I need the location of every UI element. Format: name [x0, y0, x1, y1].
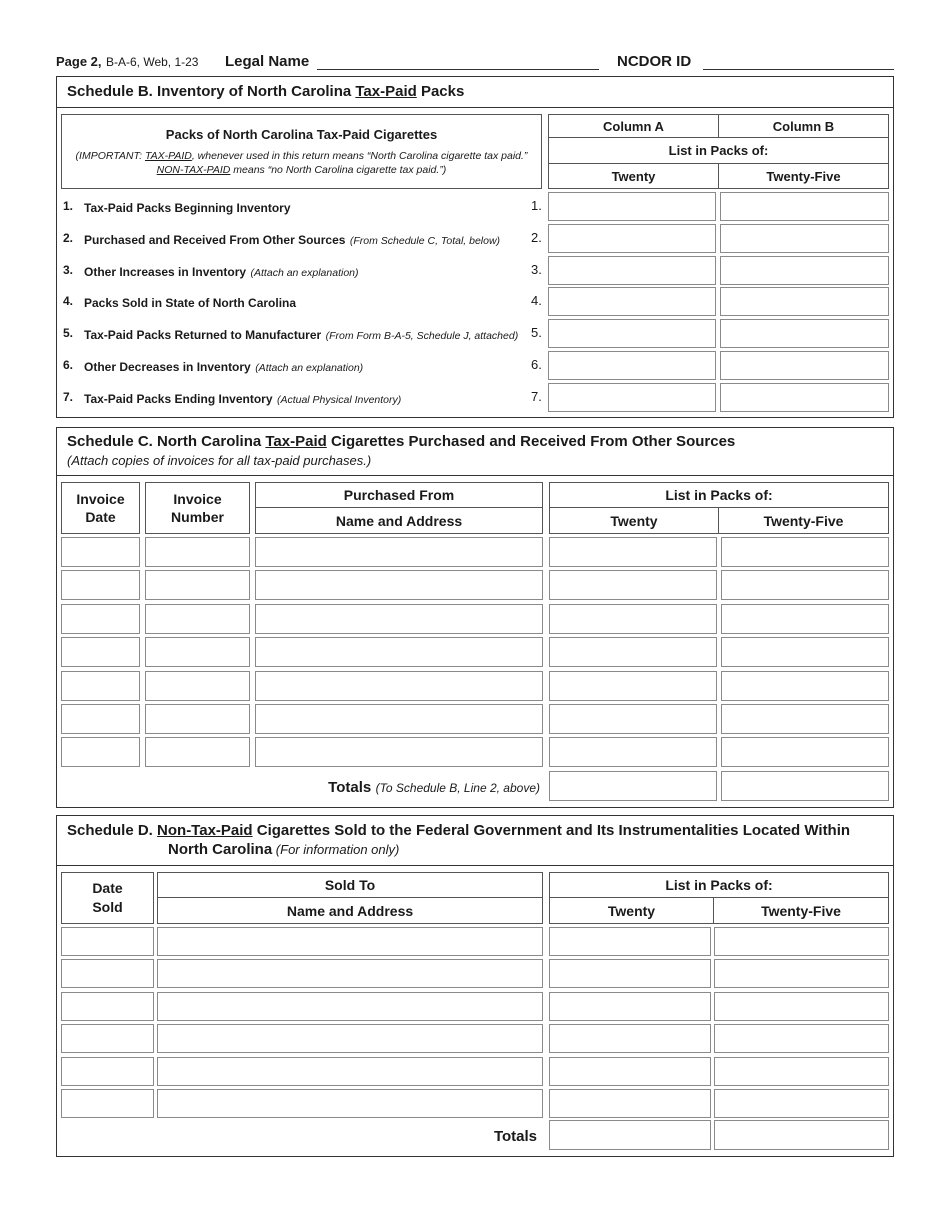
twenty-five-packs-field[interactable] [721, 704, 889, 734]
column-a-twenty-field[interactable] [548, 383, 716, 412]
sold-to-field[interactable] [157, 1057, 543, 1086]
line-ref-number: 5. [531, 325, 542, 340]
schedule-d-total-twenty-field[interactable] [549, 1120, 711, 1150]
invoice-date-field[interactable] [61, 737, 140, 767]
twenty-five-label: Twenty-Five [761, 902, 841, 919]
twenty-five-packs-field[interactable] [721, 537, 889, 567]
date-sold-field[interactable] [61, 1089, 154, 1118]
schedule-d-divider [56, 865, 894, 866]
schedule-c-title: Schedule C. North Carolina Tax-Paid Cigarettes Purchased and Received From Other Sources [67, 433, 736, 450]
twenty-packs-field[interactable] [549, 570, 717, 600]
schedule-d-title: Schedule D. Non-Tax-Paid Cigarettes Sold to the Federal Government and Its Instrumentalities Located Within [67, 822, 851, 839]
invoice-number-field[interactable] [145, 671, 250, 701]
line-label: Packs Sold in State of North Carolina [84, 296, 297, 310]
column-a-label: Column A [549, 115, 719, 138]
twenty-five-label: Twenty-Five [766, 168, 841, 184]
list-in-packs-label: List in Packs of: [550, 483, 888, 508]
legal-name-label: Legal Name [225, 53, 310, 70]
purchased-from-field[interactable] [255, 637, 543, 667]
page-header [56, 52, 896, 74]
schedule-b-divider [56, 107, 894, 108]
schedule-b-title: Schedule B. Inventory of North Carolina Tax-Paid Packs [67, 83, 465, 100]
line-number: 7. [63, 390, 74, 404]
line-number: 4. [63, 294, 74, 308]
column-b-twenty-five-field[interactable] [720, 383, 889, 412]
invoice-number-field[interactable] [145, 604, 250, 634]
form-code: B-A-6, Web, 1-23 [106, 55, 199, 69]
invoice-date-field[interactable] [61, 570, 140, 600]
line-number: 6. [63, 358, 74, 372]
invoice-date-header: Invoice Date [61, 482, 140, 534]
twenty-packs-field[interactable] [549, 992, 711, 1021]
date-sold-field[interactable] [61, 1057, 154, 1086]
schedule-d-totals-label: Totals [493, 1128, 537, 1145]
column-a-twenty-field[interactable] [548, 256, 716, 285]
twenty-five-packs-field[interactable] [714, 1024, 889, 1053]
twenty-five-packs-field[interactable] [721, 737, 889, 767]
twenty-packs-field[interactable] [549, 959, 711, 988]
invoice-number-header: Invoice Number [145, 482, 250, 534]
column-b-twenty-five-field[interactable] [720, 192, 889, 221]
twenty-packs-field[interactable] [549, 737, 717, 767]
ncdor-id-label: NCDOR ID [617, 53, 692, 70]
twenty-packs-field[interactable] [549, 537, 717, 567]
sold-to-field[interactable] [157, 1089, 543, 1118]
schedule-b-column-header [548, 114, 889, 189]
line-ref-number: 4. [531, 293, 542, 308]
invoice-date-field[interactable] [61, 704, 140, 734]
sold-to-field[interactable] [157, 927, 543, 956]
sold-to-field[interactable] [157, 992, 543, 1021]
purchased-from-field[interactable] [255, 737, 543, 767]
twenty-five-packs-field[interactable] [714, 1089, 889, 1118]
line-label: Other Decreases in Inventory (Attach an explanation) [84, 360, 364, 374]
twenty-five-packs-field[interactable] [721, 570, 889, 600]
line-ref-number: 3. [531, 262, 542, 277]
twenty-five-packs-field[interactable] [714, 1057, 889, 1086]
purchased-from-field[interactable] [255, 570, 543, 600]
list-in-packs-label: List in Packs of: [549, 138, 888, 164]
line-ref-number: 6. [531, 357, 542, 372]
schedule-b-line [0, 224, 950, 254]
page-label: Page 2, [56, 54, 102, 69]
twenty-five-packs-field[interactable] [721, 604, 889, 634]
sold-to-field[interactable] [157, 959, 543, 988]
twenty-packs-field[interactable] [549, 1089, 711, 1118]
line-label: Tax-Paid Packs Returned to Manufacturer (From Form B-A-5, Schedule J, attached) [84, 328, 519, 342]
sold-to-label: Sold To [158, 873, 542, 898]
purchased-from-field[interactable] [255, 604, 543, 634]
twenty-five-packs-field[interactable] [721, 637, 889, 667]
invoice-date-field[interactable] [61, 537, 140, 567]
date-sold-header: Date Sold [61, 872, 154, 924]
schedule-c-divider [56, 475, 894, 476]
purchased-from-label: Purchased From [256, 483, 542, 508]
important-note: (IMPORTANT: TAX-PAID, whenever used in this return means “North Carolina cigarette tax paid.” NON-TAX-PAID means “no North Carolina cigarette tax paid.”) [75, 150, 528, 176]
column-b-twenty-five-field[interactable] [720, 351, 889, 380]
invoice-number-field[interactable] [145, 537, 250, 567]
line-label: Tax-Paid Packs Ending Inventory (Actual Physical Inventory) [84, 392, 402, 406]
line-ref-number: 7. [531, 389, 542, 404]
schedule-b-line [0, 319, 950, 349]
date-sold-field[interactable] [61, 1024, 154, 1053]
sold-to-header [157, 872, 543, 924]
twenty-packs-field[interactable] [549, 927, 711, 956]
invoice-date-field[interactable] [61, 604, 140, 634]
legal-name-field[interactable] [317, 69, 599, 70]
invoice-date-field[interactable] [61, 671, 140, 701]
name-address-label: Name and Address [335, 512, 463, 529]
column-a-twenty-field[interactable] [548, 319, 716, 348]
schedule-d-total-twenty-five-field[interactable] [714, 1120, 889, 1150]
line-label: Purchased and Received From Other Sources (From Schedule C, Total, below) [84, 233, 501, 247]
schedule-c-subtitle: (Attach copies of invoices for all tax-paid purchases.) [67, 453, 372, 468]
column-a-twenty-field[interactable] [548, 192, 716, 221]
twenty-packs-field[interactable] [549, 704, 717, 734]
line-number: 5. [63, 326, 74, 340]
invoice-number-field[interactable] [145, 637, 250, 667]
line-number: 3. [63, 263, 74, 277]
date-sold-field[interactable] [61, 959, 154, 988]
schedule-d-packs-header [549, 872, 889, 924]
schedule-c-total-twenty-field[interactable] [549, 771, 717, 801]
invoice-number-field[interactable] [145, 570, 250, 600]
name-address-label: Name and Address [286, 902, 414, 919]
schedule-d-title-line2: North Carolina (For information only) [168, 841, 400, 858]
twenty-label: Twenty [549, 164, 719, 188]
line-ref-number: 1. [531, 198, 542, 213]
column-b-twenty-five-field[interactable] [720, 319, 889, 348]
purchased-from-header [255, 482, 543, 534]
twenty-five-label: Twenty-Five [763, 512, 844, 529]
twenty-five-packs-field[interactable] [721, 671, 889, 701]
line-label: Tax-Paid Packs Beginning Inventory [84, 201, 291, 215]
line-number: 1. [63, 199, 74, 213]
column-b-twenty-five-field[interactable] [720, 224, 889, 253]
schedule-b-line [0, 192, 950, 222]
twenty-label: Twenty [550, 508, 719, 533]
invoice-number-field[interactable] [145, 737, 250, 767]
purchased-from-field[interactable] [255, 704, 543, 734]
purchased-from-field[interactable] [255, 537, 543, 567]
schedule-c-total-twenty-five-field[interactable] [721, 771, 889, 801]
twenty-packs-field[interactable] [549, 1057, 711, 1086]
invoice-number-field[interactable] [145, 704, 250, 734]
twenty-five-packs-field[interactable] [714, 927, 889, 956]
twenty-packs-field[interactable] [549, 671, 717, 701]
line-label: Other Increases in Inventory (Attach an explanation) [84, 265, 359, 279]
twenty-label: Twenty [550, 898, 714, 923]
schedule-c-totals-label: Totals (To Schedule B, Line 2, above) [328, 779, 540, 796]
date-sold-field[interactable] [61, 927, 154, 956]
purchased-from-field[interactable] [255, 671, 543, 701]
twenty-five-packs-field[interactable] [714, 992, 889, 1021]
line-number: 2. [63, 231, 74, 245]
list-in-packs-label: List in Packs of: [550, 873, 888, 898]
column-a-twenty-field[interactable] [548, 287, 716, 316]
line-ref-number: 2. [531, 230, 542, 245]
column-a-twenty-field[interactable] [548, 351, 716, 380]
column-b-label: Column B [719, 115, 888, 138]
date-sold-field[interactable] [61, 992, 154, 1021]
schedule-b-line [0, 256, 950, 286]
schedule-b-line [0, 287, 950, 317]
column-b-twenty-five-field[interactable] [720, 287, 889, 316]
schedule-b-line [0, 351, 950, 381]
twenty-packs-field[interactable] [549, 637, 717, 667]
schedule-c-packs-header [549, 482, 889, 534]
twenty-packs-field[interactable] [549, 1024, 711, 1053]
sold-to-field[interactable] [157, 1024, 543, 1053]
twenty-packs-field[interactable] [549, 604, 717, 634]
column-b-twenty-five-field[interactable] [720, 256, 889, 285]
column-a-twenty-field[interactable] [548, 224, 716, 253]
ncdor-id-field[interactable] [703, 69, 894, 70]
packs-box-title: Packs of North Carolina Tax-Paid Cigarettes [165, 127, 438, 142]
invoice-date-field[interactable] [61, 637, 140, 667]
schedule-b-line [0, 383, 950, 413]
twenty-five-packs-field[interactable] [714, 959, 889, 988]
packs-info-box [61, 114, 542, 189]
